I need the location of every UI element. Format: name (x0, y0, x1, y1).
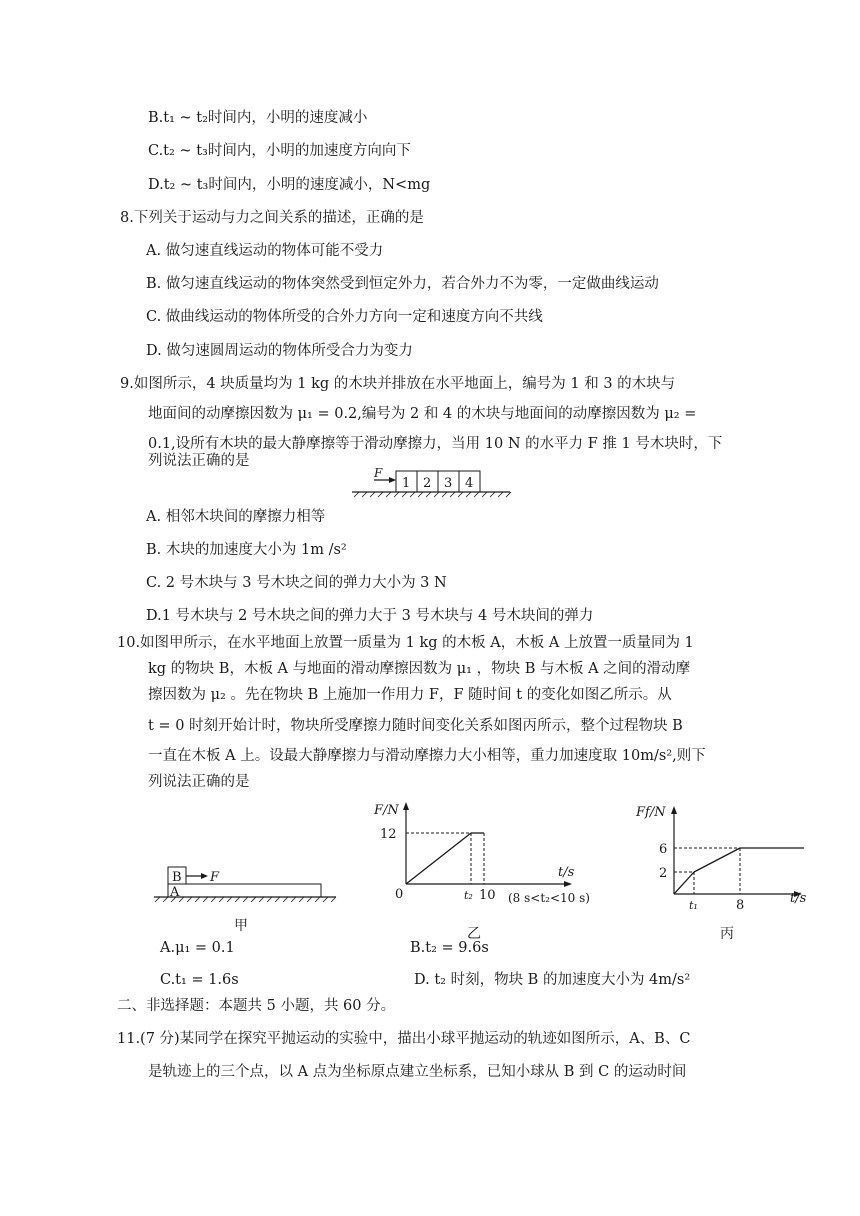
caption-bing: 丙 (720, 926, 734, 942)
q7-option-d: D.t₂ ~ t₃时间内，小明的速度减小，N<mg (148, 177, 431, 193)
q7-option-b: B.t₁ ~ t₂时间内，小明的速度减小 (148, 110, 368, 126)
ground-hatch (354, 492, 511, 497)
q11-stem-line2: 是轨迹上的三个点，以 A 点为坐标原点建立坐标系，已知小球从 B 到 C 的运动时间 (148, 1064, 687, 1080)
ground-hatch (155, 897, 336, 902)
x-tick-10: 10 (479, 888, 496, 903)
block-4-label: 4 (465, 476, 474, 491)
y-tick-2: 2 (659, 866, 668, 881)
q8-option-d: D. 做匀速圆周运动的物体所受合力为变力 (146, 343, 413, 359)
board-a-label: A (170, 885, 180, 900)
q10-figure-yi (368, 792, 618, 942)
q9-stem-line3: 0.1,设所有木块的最大静摩擦等于滑动摩擦力，当用 10 N 的水平力 F 推 1 号木块时，下 (148, 436, 723, 452)
q9-blocks-figure (350, 466, 515, 500)
q8-option-b: B. 做匀速直线运动的物体突然受到恒定外力，若合外力不为零，一定做曲线运动 (146, 276, 659, 292)
q10-stem-line6: 列说法正确的是 (148, 774, 250, 790)
q9-stem-line2: 地面间的动摩擦因数为 μ₁ = 0.2,编号为 2 和 4 的木块与地面间的动摩擦因数为 μ₂ = (148, 406, 697, 422)
force-label: F (374, 466, 383, 480)
q10-stem-line1: 10.如图甲所示，在水平地面上放置一质量为 1 kg 的木板 A，木板 A 上放置一质量同为 1 (117, 635, 694, 651)
block-1-label: 1 (402, 476, 411, 491)
q9-stem-line1: 9.如图所示，4 块质量均为 1 kg 的木块并排放在水平地面上，编号为 1 和 3 的木块与 (120, 376, 676, 392)
q8-stem: 8.下列关于运动与力之间关系的描述，正确的是 (120, 210, 424, 226)
y-axis-label: F/N (374, 803, 399, 818)
static-segment (674, 872, 694, 894)
q8-option-c: C. 做曲线运动的物体所受的合外力方向一定和速度方向不共线 (146, 309, 543, 325)
t1-tick: t₁ (689, 899, 698, 912)
q10-stem-line3: 擦因数为 μ₂ 。先在物块 B 上施加一作用力 F，F 随时间 t 的变化如图乙所示。从 (148, 687, 672, 703)
q10-figure-bing (632, 792, 812, 942)
q10-option-d: D. t₂ 时刻，物块 B 的加速度大小为 4m/s² (414, 972, 691, 988)
q7-option-c: C.t₂ ~ t₃时间内，小明的加速度方向向下 (148, 143, 411, 159)
caption-jia: 甲 (234, 918, 248, 934)
board-a (168, 884, 321, 897)
y-axis-label: Ff/N (636, 805, 666, 820)
q10-stem-line2: kg 的物块 B，木板 A 与地面的滑动摩擦因数为 μ₁ ，物块 B 与木板 A 之间的滑动摩 (148, 661, 691, 677)
ramp-line (406, 833, 471, 884)
force-arrow-head (389, 477, 396, 483)
origin-label: 0 (395, 887, 404, 902)
q9-option-a: A. 相邻木块间的摩擦力相等 (146, 509, 326, 525)
q10-stem-line4: t = 0 时刻开始计时，物块所受摩擦力随时间变化关系如图丙所示，整个过程物块 B (148, 718, 683, 734)
t2-tick: t₂ (464, 889, 473, 902)
q10-option-c: C.t₁ = 1.6s (160, 972, 239, 988)
q9-stem-line4: 列说法正确的是 (148, 453, 250, 469)
x-axis-label: t/s (558, 865, 575, 880)
y-axis-arrow (671, 806, 677, 814)
q10-option-b: B.t₂ = 9.6s (410, 940, 489, 956)
q10-option-a: A.μ₁ = 0.1 (160, 940, 235, 956)
q10-figure-jia (150, 860, 340, 940)
section-2-heading: 二、非选择题：本题共 5 小题，共 60 分。 (117, 998, 396, 1014)
block-b-label: B (172, 870, 182, 885)
t2-range-note: (8 s<t₂<10 s) (508, 891, 590, 905)
caption-yi: 乙 (467, 926, 481, 942)
force-arrow-head (201, 873, 208, 879)
q9-option-d: D.1 号木块与 2 号木块之间的弹力大于 3 号木块与 4 号木块间的弹力 (146, 608, 594, 624)
q11-stem-line1: 11.(7 分)某同学在探究平抛运动的实验中，描出小球平抛运动的轨迹如图所示，A、B、C (117, 1031, 691, 1047)
x-axis-label: t/s (790, 891, 807, 906)
rising-segment (694, 848, 740, 872)
y-axis-arrow (403, 802, 409, 810)
q10-stem-line5: 一直在木板 A 上。设最大静摩擦力与滑动摩擦力大小相等，重力加速度取 10m/s²,则下 (148, 748, 706, 764)
block-2-label: 2 (423, 476, 432, 491)
x-axis-arrow (564, 881, 572, 887)
q9-option-b: B. 木块的加速度大小为 1m /s² (146, 542, 347, 558)
q9-option-c: C. 2 号木块与 3 号木块之间的弹力大小为 3 N (146, 575, 447, 591)
y-tick-12: 12 (380, 827, 397, 842)
force-label: F (210, 870, 220, 885)
block-3-label: 3 (444, 476, 453, 491)
x-tick-8: 8 (736, 898, 745, 913)
q8-option-a: A. 做匀速直线运动的物体可能不受力 (146, 243, 384, 259)
y-tick-6: 6 (659, 842, 668, 857)
